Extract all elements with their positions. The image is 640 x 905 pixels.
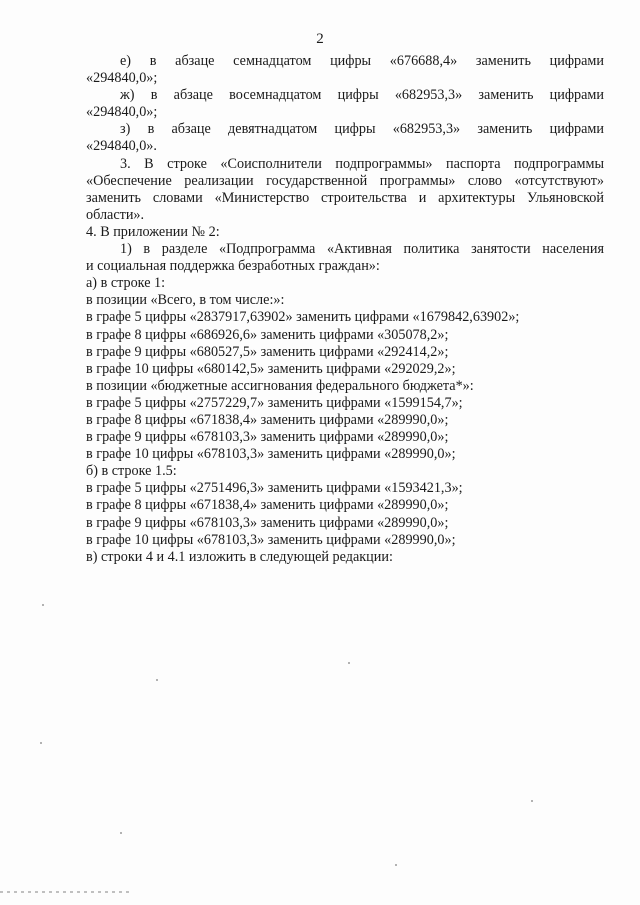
text-line: 3. В строке «Соисполнители подпрограммы» паспорта подпрограммы [120, 155, 604, 172]
text-line: 1) в разделе «Подпрограмма «Активная политика занятости населения [120, 241, 604, 258]
list-item: в графе 10 цифры «680142,5» заменить цифрами «292029,2»; [86, 360, 456, 377]
page-number: 2 [316, 31, 324, 47]
list-item: в графе 8 цифры «671838,4» заменить цифрами «289990,0»; [86, 411, 449, 428]
list-item: в позиции «Всего, в том числе:»: [86, 292, 285, 309]
list-item: б) в строке 1.5: [86, 463, 177, 480]
document-body [86, 53, 604, 566]
text-line: «Обеспечение реализации государственной программы» слово «отсутствуют» [86, 172, 604, 189]
list-item: в графе 10 цифры «678103,3» заменить цифрами «289990,0»; [86, 446, 456, 463]
list-item: в графе 10 цифры «678103,3» заменить цифрами «289990,0»; [86, 531, 456, 548]
scan-speck [42, 604, 44, 606]
scan-speck [156, 679, 158, 681]
text-line: и социальная поддержка безработных граждан»: [86, 258, 380, 275]
list-item: в графе 5 цифры «2751496,3» заменить цифрами «1593421,3»; [86, 480, 463, 497]
scan-speck [40, 742, 42, 744]
list-item: в графе 9 цифры «678103,3» заменить цифрами «289990,0»; [86, 514, 449, 531]
list-item: в) строки 4 и 4.1 изложить в следующей редакции: [86, 548, 393, 565]
list-item: в графе 9 цифры «680527,5» заменить цифрами «292414,2»; [86, 343, 449, 360]
list-item: в графе 9 цифры «678103,3» заменить цифрами «289990,0»; [86, 429, 449, 446]
list-item: в позиции «бюджетные ассигнования федерального бюджета*»: [86, 377, 474, 394]
text-line: области». [86, 206, 145, 223]
scan-speck [120, 832, 122, 834]
scan-speck [348, 662, 350, 664]
list-item: в графе 5 цифры «2757229,7» заменить цифрами «1599154,7»; [86, 394, 463, 411]
scan-noise-line [0, 891, 130, 893]
list-item: в графе 8 цифры «686926,6» заменить цифрами «305078,2»; [86, 326, 449, 343]
section-heading: 4. В приложении № 2: [86, 223, 220, 240]
text-line: «294840,0»; [86, 70, 158, 87]
scan-speck [531, 800, 533, 802]
text-line: «294840,0»; [86, 104, 158, 121]
text-line: з) в абзаце девятнадцатом цифры «682953,3» заменить цифрами [120, 121, 604, 138]
list-item: в графе 8 цифры «671838,4» заменить цифрами «289990,0»; [86, 497, 449, 514]
text-line: «294840,0». [86, 138, 157, 155]
scan-speck [395, 864, 397, 866]
text-line: заменить словами «Министерство строительства и архитектуры Ульяновской [86, 189, 604, 206]
list-item: в графе 5 цифры «2837917,63902» заменить цифрами «1679842,63902»; [86, 309, 520, 326]
text-line: ж) в абзаце восемнадцатом цифры «682953,3» заменить цифрами [120, 87, 604, 104]
list-item: а) в строке 1: [86, 275, 166, 292]
text-line: е) в абзаце семнадцатом цифры «676688,4» заменить цифрами [120, 53, 604, 69]
